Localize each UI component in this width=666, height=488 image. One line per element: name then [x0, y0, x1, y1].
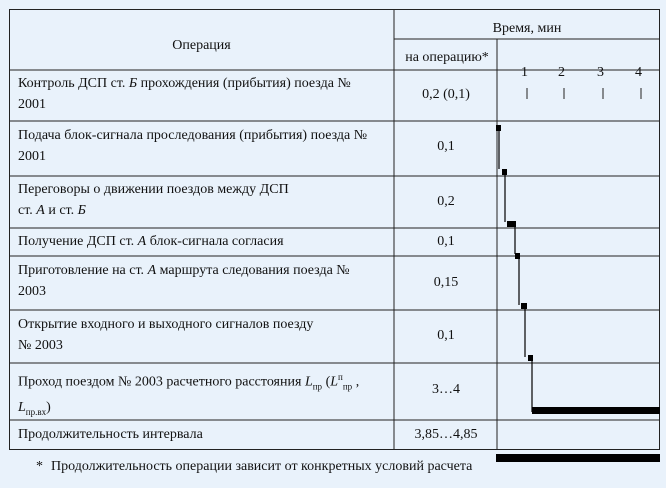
total-bar — [496, 454, 660, 462]
timeline-bar — [528, 355, 533, 361]
operation-duration: 0,1 — [437, 234, 455, 249]
operation-duration: 0,15 — [433, 275, 459, 290]
footnote: * Продолжительность операции зависит от конкретных условий расчета — [36, 459, 473, 474]
header-operation: Операция — [172, 37, 231, 53]
timeline-bar — [502, 169, 507, 175]
operation-duration: 0,2 — [437, 194, 455, 209]
timeline-bar — [532, 407, 660, 414]
tick-label: 2 — [558, 65, 565, 80]
operation-label: Получение ДСП ст. А блок-сигнала согласия — [18, 234, 284, 249]
operation-label: Продолжительность интервала — [18, 427, 203, 442]
timeline-bar — [496, 125, 501, 131]
timing-table — [9, 9, 660, 450]
operation-duration: 0,1 — [437, 139, 455, 154]
operation-label: Контроль ДСП ст. Б прохождения (прибытия) поезда № 2001 — [18, 76, 351, 112]
timeline-bar — [521, 303, 527, 309]
operation-duration: 3…4 — [432, 382, 460, 397]
operation-label: Переговоры о движении поездов между ДСП ст. А и ст. Б — [18, 182, 289, 218]
header-per-operation: на операцию* — [405, 50, 489, 65]
operation-label: Приготовление на ст. А маршрута следования поезда № 2003 — [18, 263, 350, 299]
header-time: Время, мин — [492, 21, 562, 36]
operation-label: Проход поездом № 2003 расчетного расстояния $L_{пр}$ ($L^п_{пр}$ , $L_{пр.вх}$) — [18, 372, 360, 418]
tick-label: 1 — [521, 65, 528, 80]
operation-duration: 0,2 (0,1) — [422, 87, 470, 102]
timeline-bar — [515, 253, 520, 259]
tick-label: 4 — [635, 65, 642, 80]
tick-label: 3 — [597, 65, 604, 80]
operation-label: Подача блок-сигнала проследования (прибытия) поезда № 2001 — [18, 128, 368, 164]
operation-duration: 0,1 — [437, 328, 455, 343]
operation-duration: 3,85…4,85 — [414, 427, 478, 442]
timeline-bar — [507, 221, 516, 227]
operation-label: Открытие входного и выходного сигналов поезду № 2003 — [18, 317, 314, 353]
